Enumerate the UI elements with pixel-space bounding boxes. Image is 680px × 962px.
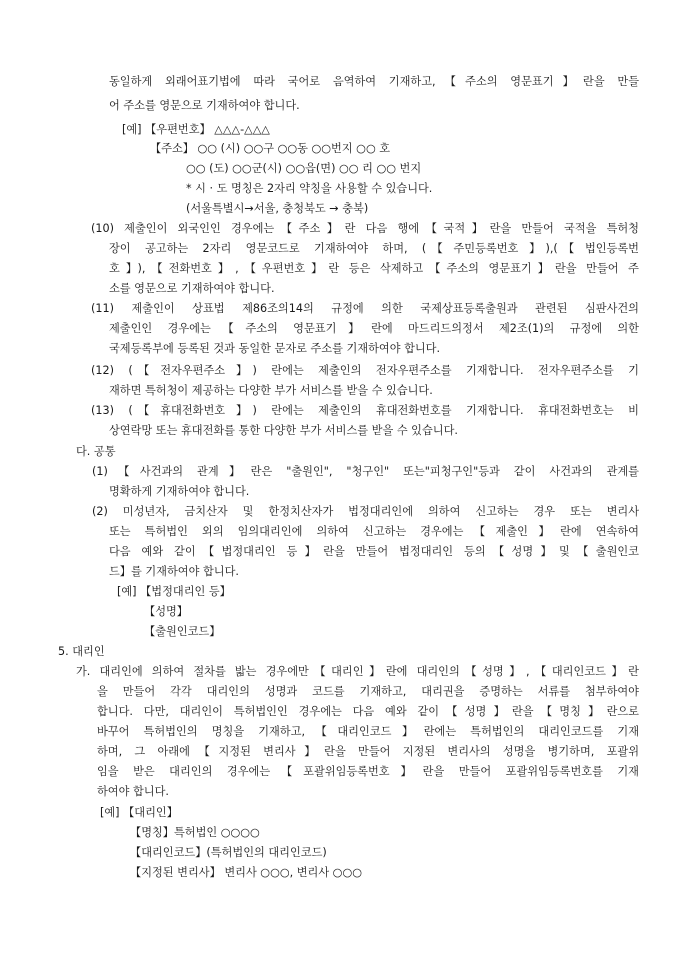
text-line: 하며, 그 아래에【지정된 변리사】란을 만들어 지정된 변리사의 성명을 병기하며, 포괄위 xyxy=(97,745,639,758)
list-item-10: (10) 제출인이 외국인인 경우에는【주소】란 다음 행에【국적】란을 만들어 국적을 특허청 xyxy=(91,222,639,235)
text-line: 또는 특허법인 외의 임의대리인에 의하여 신고하는 경우에는【제출인】란에 연속하여 xyxy=(109,525,639,538)
text-line: 장이 공고하는 2자리 영문코드로 기재하여야 하며, (【주민등록번호】),(【법인등록번 xyxy=(109,242,639,255)
section-heading-5: 5. 대리인 xyxy=(58,645,105,658)
text-line: 임을 받은 대리인의 경우에는【포괄위임등록번호】란을 만들어 포괄위임등록번호를 기재 xyxy=(97,765,639,778)
example-line: 【지정된 변리사】 변리사 ○○○, 변리사 ○○○ xyxy=(130,866,362,879)
example-line: ○○ (도) ○○군(시) ○○읍(면) ○○ 리 ○○ 번지 xyxy=(186,162,422,175)
text-line: 어 주소를 영문으로 기재하여야 합니다. xyxy=(109,99,300,112)
paragraph-ga: 가. 대리인에 의하여 절차를 밟는 경우에만【대리인】란에 대리인의【성명】,【대리인코드】란 xyxy=(76,665,639,678)
list-item-2: (2) 미성년자, 금치산자 및 한정치산자가 법정대리인에 의하여 신고하는 경우 또는 변리사 xyxy=(92,505,639,518)
example-line: 【성명】 xyxy=(144,605,188,618)
text-line: 국제등록부에 등록된 것과 동일한 문자로 주소를 기재하여야 합니다. xyxy=(109,342,441,355)
example-label: [예] 【법정대리인 등】 xyxy=(117,585,231,598)
text-line: 바꾸어 특허법인의 명칭을 기재하고,【대리인코드】란에는 특허법인의 대리인코드를 기재 xyxy=(97,725,639,738)
text-line: 을 만들어 각각 대리인의 성명과 코드를 기재하고, 대리권을 증명하는 서류를 첨부하여야 xyxy=(97,685,639,698)
text-line: 소를 영문으로 기재하여야 합니다. xyxy=(109,282,275,295)
example-label: [예] 【우편번호】 △△△-△△△ xyxy=(122,123,270,136)
text-line: 하여야 합니다. xyxy=(97,785,169,798)
example-line: 【대리인코드】(특허법인의 대리인코드) xyxy=(130,846,327,859)
text-line: 드】를 기재하여야 합니다. xyxy=(109,565,239,578)
example-line: 【출원인코드】 xyxy=(144,625,221,638)
text-line: 합니다. 다만, 대리인이 특허법인인 경우에는 다음 예와 같이【성명】란을【명칭】란으로 xyxy=(97,705,639,718)
section-heading-da: 다. 공통 xyxy=(76,445,116,458)
text-line: 재하면 특허청이 제공하는 다양한 부가 서비스를 받을 수 있습니다. xyxy=(109,384,433,397)
example-note: * 시 · 도 명칭은 2자리 약칭을 사용할 수 있습니다. xyxy=(186,182,433,195)
text-line: 상연락망 또는 휴대전화를 통한 다양한 부가 서비스를 받을 수 있습니다. xyxy=(109,424,458,437)
list-item-1: (1)【사건과의 관계】란은 "출원인", "청구인" 또는"피청구인"등과 같이 사건과의 관계를 xyxy=(92,465,639,478)
example-note: (서울특별시→서울, 충청북도 → 충북) xyxy=(186,202,369,215)
list-item-11: (11) 제출인이 상표법 제86조의14의 규정에 의한 국제상표등록출원과 관련된 심판사건의 xyxy=(91,302,639,315)
example-label: [예] 【대리인】 xyxy=(100,806,178,819)
list-item-13: (13) (【휴대전화번호】) 란에는 제출인의 휴대전화번호를 기재합니다. 휴대전화번호는 비 xyxy=(91,404,639,417)
text-line: 제출인인 경우에는【주소의 영문표기】란에 마드리드의정서 제2조(1)의 규정에 의한 xyxy=(109,322,639,335)
list-item-12: (12) (【전자우편주소】) 란에는 제출인의 전자우편주소를 기재합니다. 전자우편주소를 기 xyxy=(91,364,639,377)
text-line: 호】),【전화번호】,【우편번호】란 등은 삭제하고【주소의 영문표기】란을 만들어 주 xyxy=(109,262,639,275)
text-line: 동일하게 외래어표기법에 따라 국어로 음역하여 기재하고,【주소의 영문표기】란을 만들 xyxy=(109,75,639,88)
example-line: 【주소】 ○○ (시) ○○구 ○○동 ○○번지 ○○ 호 xyxy=(150,142,391,155)
text-line: 명확하게 기재하여야 합니다. xyxy=(109,485,250,498)
text-line: 다음 예와 같이【법정대리인 등】란을 만들어 법정대리인 등의【성명】및【출원인코 xyxy=(109,545,639,558)
example-line: 【명칭】특허법인 ○○○○ xyxy=(130,826,260,839)
